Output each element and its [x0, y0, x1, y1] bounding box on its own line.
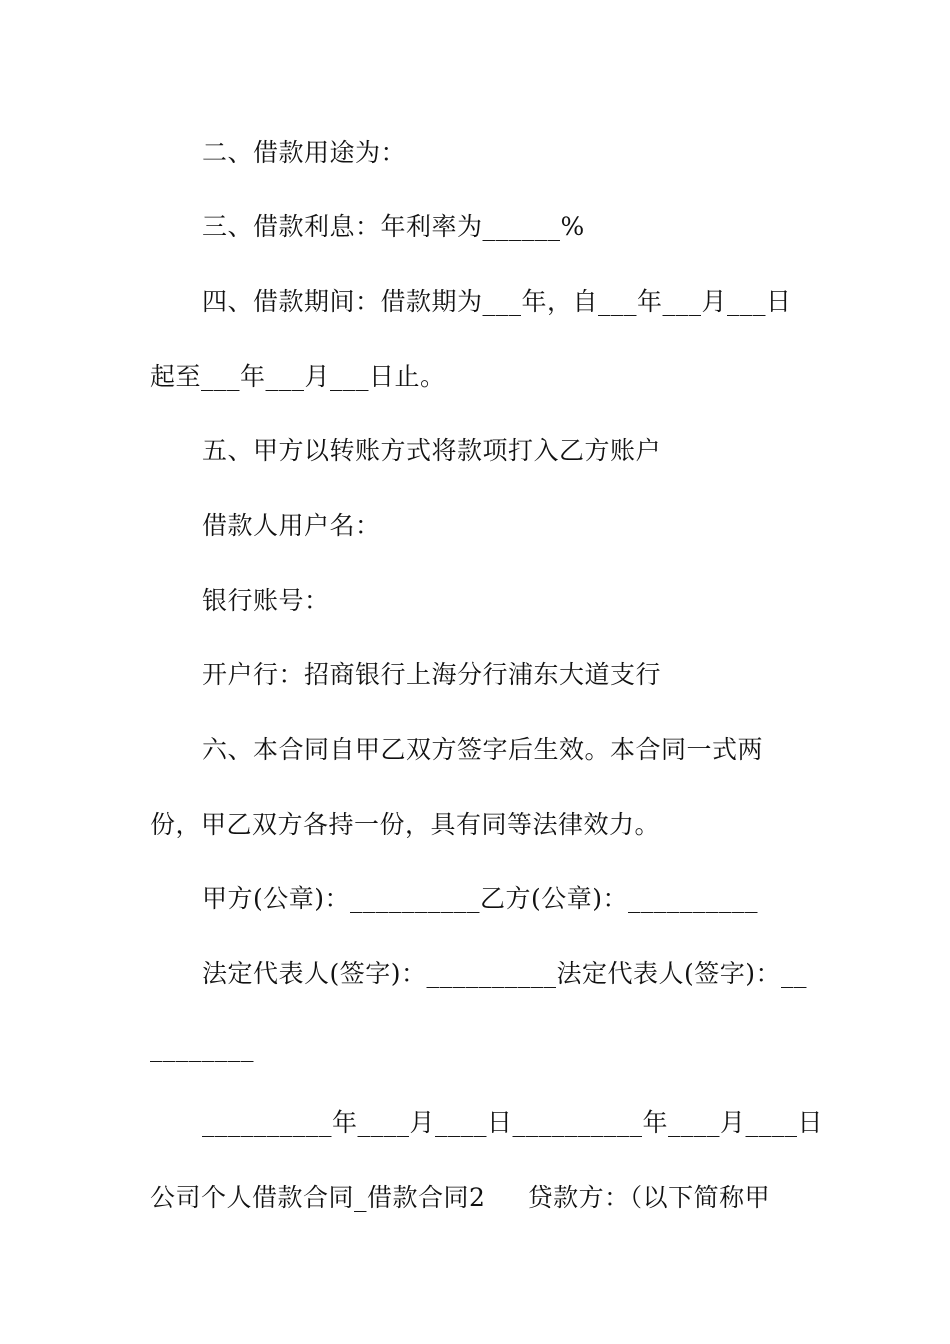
party-seals-line: 甲方(公章)：__________乙方(公章)：__________ — [202, 884, 759, 913]
opening-bank: 开户行：招商银行上海分行浦东大道支行 — [202, 660, 662, 689]
clause-loan-purpose: 二、借款用途为： — [202, 138, 407, 167]
bank-account-number: 银行账号： — [202, 586, 330, 615]
legal-representative-signatures: 法定代表人(签字)：__________法定代表人(签字)：__ — [202, 959, 808, 988]
legal-representative-signatures-continued: ________ — [150, 1033, 254, 1062]
clause-loan-interest: 三、借款利息：年利率为______% — [202, 212, 585, 241]
clause-effectiveness-continued: 份，甲乙双方各持一份，具有同等法律效力。 — [150, 810, 661, 839]
clause-transfer-method: 五、甲方以转账方式将款项打入乙方账户 — [202, 436, 662, 465]
borrower-account-name: 借款人用户名： — [202, 511, 381, 540]
signing-dates-line: __________年____月____日__________年____月____日 — [202, 1108, 824, 1137]
clause-effectiveness: 六、本合同自甲乙双方签字后生效。本合同一式两 — [202, 735, 764, 764]
clause-loan-period-continued: 起至___年___月___日止。 — [150, 362, 446, 391]
next-contract-heading: 公司个人借款合同_借款合同2 贷款方：（以下简称甲 — [150, 1183, 771, 1212]
clause-loan-period: 四、借款期间：借款期为___年，自___年___月___日 — [202, 287, 792, 316]
